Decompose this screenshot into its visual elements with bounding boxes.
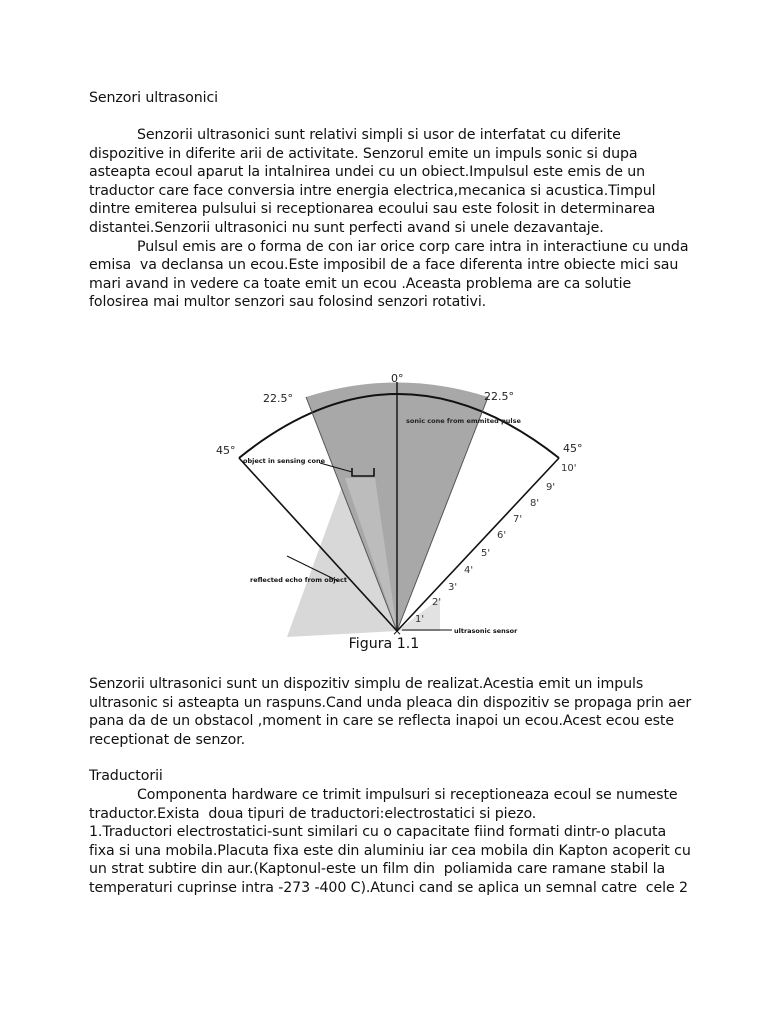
- distance-label-1: 1': [415, 614, 425, 625]
- angle-label-left-22: 22.5°: [263, 392, 293, 405]
- annotation-sonic-cone: sonic cone from emmited pulse: [406, 417, 521, 425]
- distance-label-7: 7': [513, 514, 523, 525]
- annotation-sensor: ultrasonic sensor: [454, 627, 518, 635]
- distance-label-2: 2': [432, 597, 442, 608]
- section-title-traductorii: Traductorii: [89, 768, 163, 784]
- distance-label-10: 10': [561, 463, 577, 474]
- distance-label-4: 4': [464, 565, 474, 576]
- angle-label-right-45: 45°: [563, 442, 583, 455]
- annotation-reflected: reflected echo from object: [250, 576, 347, 584]
- angle-label-right-22: 22.5°: [484, 390, 514, 403]
- distance-label-6: 6': [497, 530, 507, 541]
- intro-paragraph: Senzorii ultrasonici sunt relativi simpli si usor de interfatat cu diferite dispozitive in diferite arii de activitate. Senzorul emite un impuls sonic si dupa asteapta ecoul aparut la intalnirea undei cu un obiect.Impulsul este emis de un traductor care face conversia intre energia electrica,mecanica si acustica.Timpul dintre emiterea pulsului si receptionarea ecoului sau este folosit in determinarea distantei.Senzorii ultrasonici nu sunt perfecti avand si unele dezavantaje. Pulsul emis are o forma de con iar orice corp care intra in interactiune cu unda emisa va declansa un ecou.Este imposibil de a face diferenta intre obiecte mici sau mari avand in vedere ca toate emit un ecou .Aceasta problema are ca solutie folosirea mai multor senzori sau folosind senzori rotativi.: [89, 127, 689, 311]
- distance-label-5: 5': [481, 548, 491, 559]
- sensor-mark: ×: [392, 624, 403, 638]
- distance-label-3: 3': [448, 582, 458, 593]
- figure-caption: Figura 1.1: [348, 636, 420, 652]
- after-figure-paragraph: Senzorii ultrasonici sunt un dispozitiv simplu de realizat.Acestia emit un impuls ultrasonic si asteapta un raspuns.Cand unda pleaca din dispozitiv se propaga prin aer pana da de un obstacol ,moment in care se reflecta inapoi un ecou.Acest ecou este receptionat de senzor.: [89, 676, 692, 748]
- distance-label-8: 8': [530, 498, 540, 509]
- annotation-object: object in sensing cone: [243, 457, 325, 465]
- angle-label-0: 0°: [391, 372, 404, 385]
- distance-label-9: 9': [546, 482, 556, 493]
- traductorii-paragraph: Componenta hardware ce trimit impulsuri si receptioneaza ecoul se numeste traductor.Exista doua tipuri de traductori:electrostatici si piezo. 1.Traductori electrostatici-sunt similari cu o capacitate fiind formati dintr-o placuta fixa si una mobila.Placuta fixa este din aluminiu iar cea mobila din Kapton acoperit cu un strat subtire din aur.(Kaptonul-este un film din poliamida care ramane stabil la temperaturi cuprinse intra -273 -400 C).Atunci cand se aplica un semnal catre cele 2: [89, 787, 691, 896]
- document-title: Senzori ultrasonici: [89, 90, 219, 106]
- sensor-diagram: [0, 360, 768, 660]
- angle-label-left-45: 45°: [216, 444, 236, 457]
- figure-ultrasonic-cone: [0, 360, 768, 660]
